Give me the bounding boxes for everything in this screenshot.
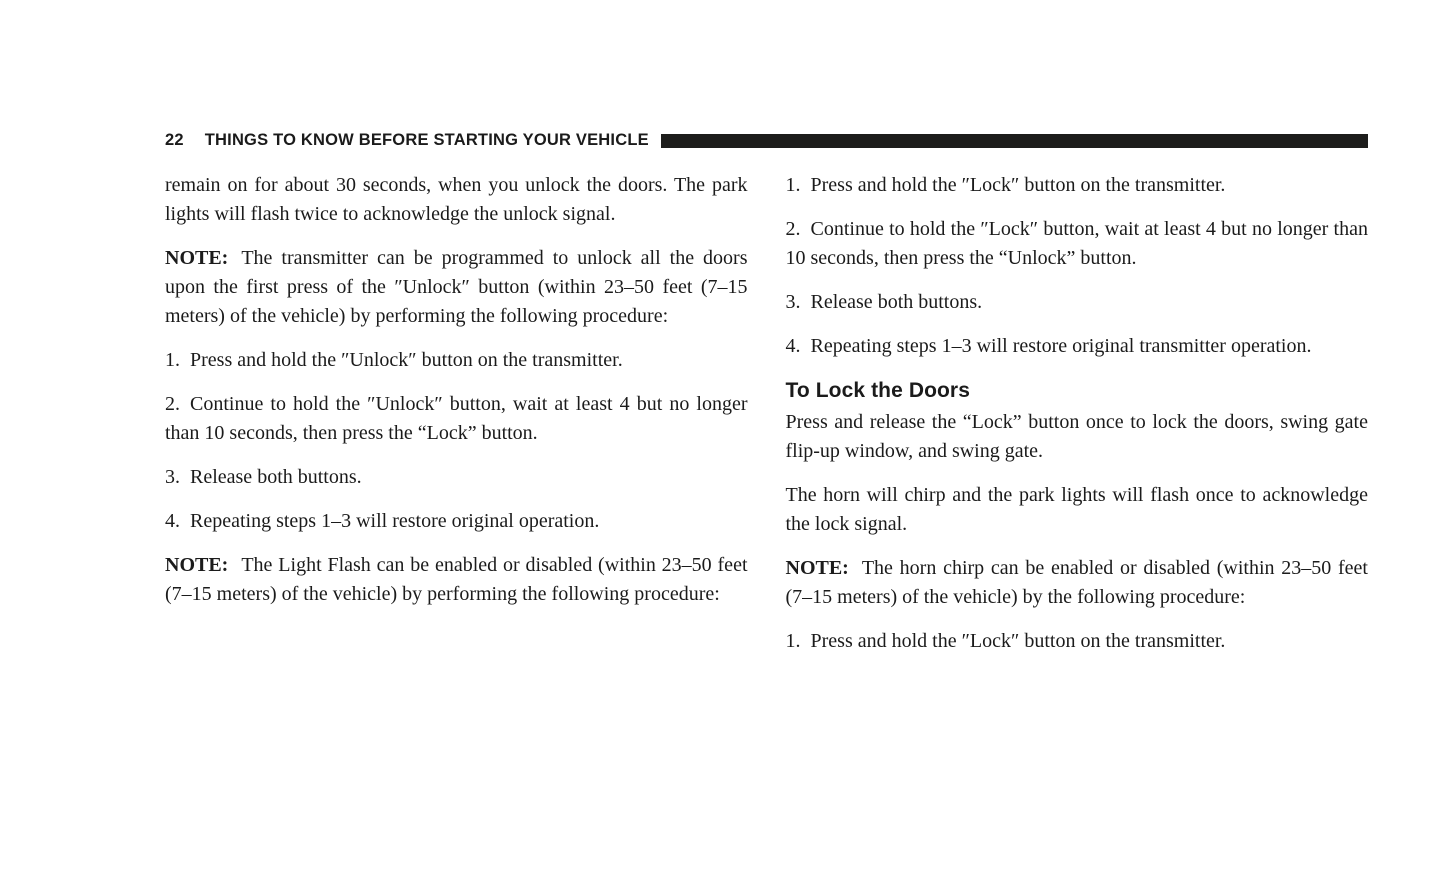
header-rule-bar bbox=[661, 134, 1368, 148]
list-item bbox=[786, 288, 1369, 317]
list-item-text: 4. Repeating steps 1–3 will restore original operation. bbox=[165, 510, 600, 532]
note-label: NOTE: bbox=[165, 247, 229, 269]
list-item bbox=[165, 463, 748, 492]
page-number: 22 bbox=[165, 131, 184, 149]
list-item-text: 1. Press and hold the ″Lock″ button on the transmitter. bbox=[785, 630, 1226, 652]
paragraph bbox=[786, 481, 1369, 539]
paragraph bbox=[786, 408, 1369, 466]
section-heading-to-lock-the-doors: To Lock the Doors bbox=[785, 379, 970, 402]
left-column bbox=[165, 171, 748, 671]
list-item-text: 3. Release both buttons. bbox=[785, 291, 983, 313]
right-column bbox=[786, 171, 1369, 671]
list-item bbox=[165, 390, 748, 448]
paragraph bbox=[165, 171, 748, 229]
list-item bbox=[165, 346, 748, 375]
list-item-text: 2. Continue to hold the ″Lock″ button, wait at least 4 but no longer than 10 seconds, then press the “Unlock” button. bbox=[785, 218, 1368, 269]
list-item bbox=[165, 507, 748, 536]
note-label: NOTE: bbox=[785, 557, 849, 579]
note-paragraph bbox=[165, 244, 748, 331]
list-item-text: 4. Repeating steps 1–3 will restore original transmitter operation. bbox=[785, 335, 1312, 357]
note-paragraph bbox=[786, 554, 1369, 612]
paragraph-text: remain on for about 30 seconds, when you unlock the doors. The park lights will flash twice to acknowledge the unlock signal. bbox=[165, 174, 748, 225]
content-columns bbox=[165, 171, 1368, 671]
list-item bbox=[786, 215, 1369, 273]
running-header bbox=[165, 131, 1368, 150]
note-text: The Light Flash can be enabled or disabled (within 23–50 feet (7–15 meters) of the vehicle) by performing the following procedure: bbox=[165, 554, 748, 605]
paragraph-text: The horn will chirp and the park lights will flash once to acknowledge the lock signal. bbox=[785, 484, 1368, 535]
paragraph-text: Press and release the “Lock” button once to lock the doors, swing gate flip-up window, and swing gate. bbox=[785, 411, 1368, 462]
note-text: The horn chirp can be enabled or disabled (within 23–50 feet (7–15 meters) of the vehicle) by the following procedure: bbox=[785, 557, 1368, 608]
list-item bbox=[786, 332, 1369, 361]
list-item-text: 3. Release both buttons. bbox=[165, 466, 362, 488]
list-item bbox=[786, 171, 1369, 200]
list-item-text: 1. Press and hold the ″Lock″ button on the transmitter. bbox=[785, 174, 1226, 196]
list-item-text: 2. Continue to hold the ″Unlock″ button, wait at least 4 but no longer than 10 seconds, then press the “Lock” button. bbox=[165, 393, 748, 444]
note-paragraph bbox=[165, 551, 748, 609]
note-label: NOTE: bbox=[165, 554, 229, 576]
running-header-title: THINGS TO KNOW BEFORE STARTING YOUR VEHICLE bbox=[204, 131, 649, 149]
note-text: The transmitter can be programmed to unlock all the doors upon the first press of the ″Unlock″ button (within 23–50 feet (7–15 meters) of the vehicle) by performing the following procedure: bbox=[165, 247, 748, 327]
list-item-text: 1. Press and hold the ″Unlock″ button on the transmitter. bbox=[165, 349, 623, 371]
list-item bbox=[786, 627, 1369, 656]
